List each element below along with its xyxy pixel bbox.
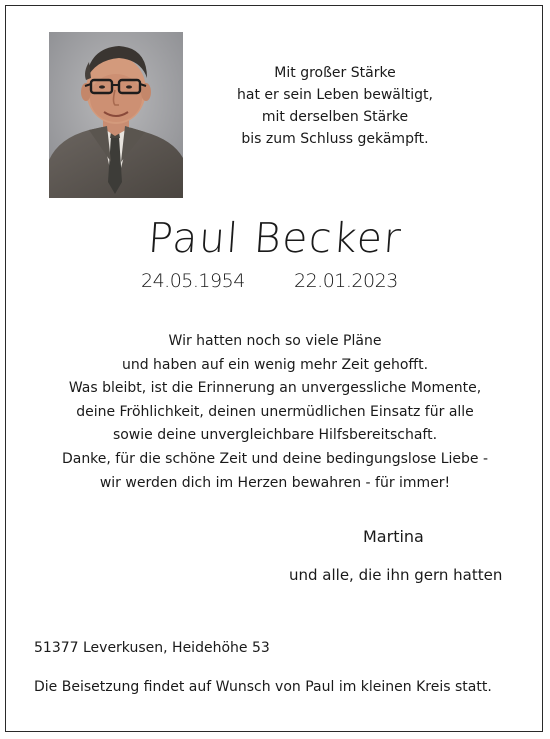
address: 51377 Leverkusen, Heidehöhe 53 <box>34 640 270 656</box>
message-line: Wir hatten noch so viele Pläne <box>168 333 382 349</box>
message-line: und haben auf ein wenig mehr Zeit gehofft. <box>121 356 429 373</box>
memorial-message <box>0 330 550 495</box>
deceased-name: Paul Becker <box>146 214 404 262</box>
message-line: Danke, für die schöne Zeit und deine bedingungslose Liebe - <box>61 450 489 467</box>
message-line: Was bleibt, ist die Erinnerung an unvergessliche Momente, <box>68 380 482 397</box>
quote-line: bis zum Schluss gekämpft. <box>241 131 429 147</box>
quote-line: hat er sein Leben bewältigt, <box>237 87 433 103</box>
signer-name: Martina <box>363 527 424 546</box>
quote-line: Mit großer Stärke <box>274 65 396 81</box>
message-line: wir werden dich im Herzen bewahren - für immer! <box>99 474 451 491</box>
signer-others: und alle, die ihn gern hatten <box>289 566 503 584</box>
birth-date: 24.05.1954 <box>141 270 245 292</box>
portrait-photo <box>49 32 183 198</box>
funeral-note: Die Beisetzung findet auf Wunsch von Paul im kleinen Kreis statt. <box>34 679 492 695</box>
message-line: deine Fröhlichkeit, deinen unermüdlichen Einsatz für alle <box>76 403 474 420</box>
memorial-quote <box>210 62 460 150</box>
message-line: sowie deine unvergleichbare Hilfsbereitschaft. <box>112 427 438 444</box>
death-date: 22.01.2023 <box>294 270 398 292</box>
quote-line: mit derselben Stärke <box>261 109 409 125</box>
